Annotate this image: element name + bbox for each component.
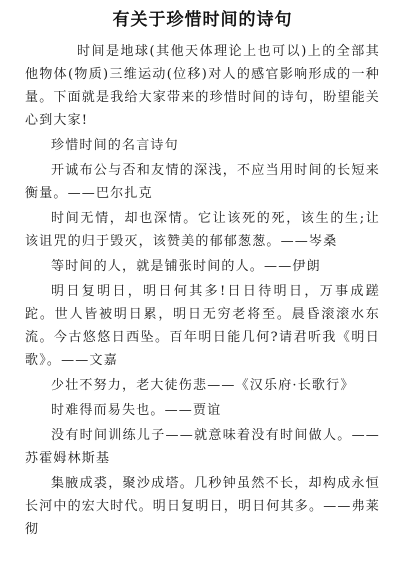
quote-paragraph: 明日复明日，明日何其多!日日待明日，万事成蹉跎。世人皆被明日累，明日无穷老将至。晨昏滚滚水东流。今古悠悠日西坠。百年明日能几何?请君听我《明日歌》。——文嘉 xyxy=(25,284,380,368)
quote-paragraph: 集腋成裘，聚沙成塔。几秒钟虽然不长，却构成永恒长河中的宏大时代。明日复明日，明日何其多。——弗莱彻 xyxy=(25,476,381,537)
quote-paragraph: 少壮不努力，老大徒伤悲——《汉乐府·长歌行》 xyxy=(51,378,355,393)
intro-paragraph: 时间是地球(其他天体理论上也可以)上的全部其他物体(物质)三维运动(位移)对人的感官影响形成的一种量。下面就是我给大家带来的珍惜时间的诗句，盼望能关心到大家! xyxy=(25,44,381,128)
quote-paragraph: 时难得而易失也。——贾谊 xyxy=(51,403,222,418)
quote-paragraph: 时间无情，却也深情。它让该死的死，该生的生;让该诅咒的归于毁灭，该赞美的郁郁葱葱。——岑桑 xyxy=(25,211,380,249)
quote-paragraph: 没有时间训练儿子——就意味着没有时间做人。——苏霍姆林斯基 xyxy=(25,428,380,466)
quote-paragraph: 等时间的人，就是铺张时间的人。——伊朗 xyxy=(51,259,321,274)
section-heading: 珍惜时间的名言诗句 xyxy=(51,138,179,153)
quote-paragraph: 开诚布公与否和友情的深浅，不应当用时间的长短来衡量。——巴尔扎克 xyxy=(25,163,380,201)
article-title: 有关于珍惜时间的诗句 xyxy=(112,10,293,30)
